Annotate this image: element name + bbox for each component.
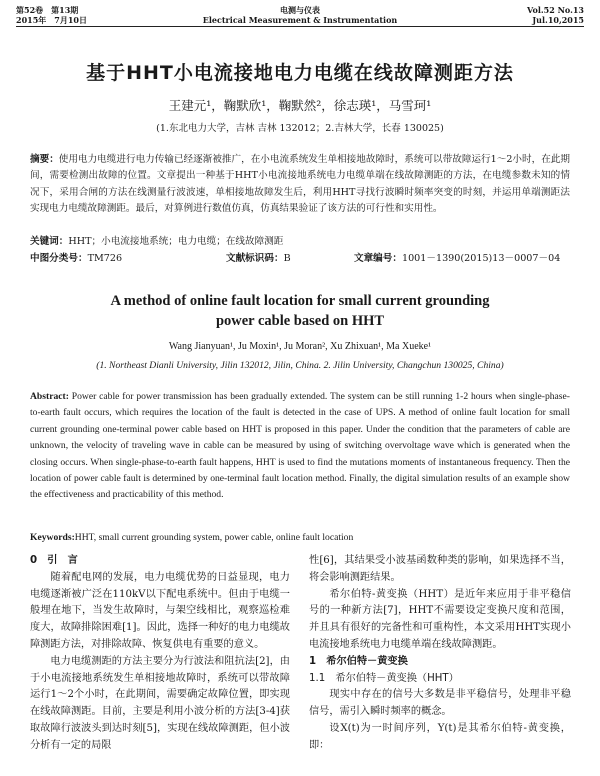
keywords-zh	[30, 234, 570, 250]
keywords-zh-label: 关键词：	[30, 236, 69, 247]
section-heading-intro: 0 引 言	[30, 555, 78, 566]
intro-paragraph-1: 随着配电网的发展，电力电缆优势的日益显现，电力电缆逐渐被广泛在110kV以下配电系统中。但由于电缆一般埋在地下，当发生故障时，与架空线相比，观察巡检难度大，故障排除困难[1]。因此，选择一种好的电力电缆故障测距方法，对排除故障、恢复供电有重要的意义。	[30, 571, 290, 650]
clc-number	[30, 251, 122, 267]
header-date-en: Jul.10,2015	[532, 15, 584, 25]
classification-row	[30, 251, 570, 267]
section-heading-1: 1 希尔伯特－黄变换	[309, 655, 408, 667]
keywords-en-label: Keywords:	[30, 532, 75, 543]
article-value: 1001－1390(2015)13－0007－04	[401, 253, 561, 264]
right-paragraph-3: 现实中存在的信号大多数是非平稳信号，处理非平稳信号，需引入瞬时频率的概念。	[309, 689, 571, 718]
keywords-en	[30, 530, 570, 546]
doc-code	[226, 251, 291, 267]
clc-value: TM726	[87, 253, 123, 264]
right-paragraph-2: 希尔伯特-黄变换（HHT）是近年来应用于非平稳信号的一种新方法[7]，HHT不需要设定变换尺度和范围，并且具有很好的完备性和可重构性，本文采用HHT实现小电流接地系统电力电缆单端在线故障测距。	[309, 588, 571, 650]
header-journal	[16, 5, 584, 25]
journal-name-en: Electrical Measurement & Instrumentation	[202, 15, 398, 25]
paper-title-zh: 基于HHT小电流接地电力电缆在线故障测距方法	[86, 62, 514, 84]
article-number	[354, 251, 560, 267]
doc-label: 文献标识码：	[226, 253, 284, 264]
abstract-zh-label: 摘要：	[30, 154, 59, 165]
right-paragraph-1: 性[6]，其结果受小波基函数种类的影响，如果选择不当，将会影响测距结果。	[309, 555, 571, 583]
keywords-zh-text: HHT；小电流接地系统；电力电缆；在线故障测距	[68, 236, 284, 247]
right-paragraph-4: 设X(t)为一时间序列，Y(t)是其希尔伯特-黄变换，即：	[309, 722, 571, 751]
header-date: 2015年 7月10日	[16, 15, 87, 25]
journal-name-zh: 电测与仪表	[280, 5, 320, 15]
keywords-en-text: HHT, small current grounding system, power cable, online fault location	[74, 532, 354, 543]
abstract-zh-text: 使用电力电缆进行电力传输已经逐渐被推广，在小电流系统发生单相接地故障时，系统可以带故障运行1～2小时，在此期间，需要检测出故障的位置。文章提出一种基于HHT小电流接地系统电力电缆单端在线故障测距的方法，在电缆参数未知的情况下，采用合闸的方法在线测量行波波速，单相接地故障发生后，利用HHT寻找行波瞬时频率突变的时刻，并运用单端测距法实现电力电缆故障测距。最后，对算例进行数值仿真，仿真结果验证了该方法的可行性和实用性。	[30, 154, 570, 215]
title-en-line1: A method of online fault location for small current grounding	[110, 293, 490, 309]
running-header	[16, 4, 584, 27]
body-column-right	[309, 553, 571, 755]
abstract-en-label: Abstract:	[30, 391, 69, 402]
intro-paragraph-2: 电力电缆测距的方法主要分为行波法和阻抗法[2]，由于小电流接地系统发生单相接地故障时，系统可以带故障运行1～2个小时，在此期间，需要确定故障位置，即实现在线故障测距。目前，主要是利用小波分析的方法[3-4]获取故障行波波头到达时刻[5]，实现在线故障测距，但小波分析有一定的局限	[30, 655, 290, 751]
affiliation-zh: (1.东北电力大学，吉林 吉林 132012；2.吉林大学，长春 130025)	[156, 123, 444, 134]
clc-label: 中图分类号：	[30, 253, 88, 264]
title-en-line2: power cable based on HHT	[215, 313, 385, 329]
abstract-en	[30, 389, 570, 504]
header-vol-no: Vol.52 No.13	[527, 5, 584, 15]
doc-value: B	[283, 253, 291, 264]
body-column-left	[30, 553, 290, 755]
abstract-zh	[30, 152, 570, 218]
affiliation-en: (1. Northeast Dianli University, Jilin 132012, Jilin, China. 2. Jilin University, Changchun 130025, China)	[96, 360, 504, 371]
header-volume-en	[527, 5, 584, 25]
article-label: 文章编号：	[354, 253, 402, 264]
header-volume-issue: 第52卷 第13期	[16, 5, 79, 15]
subsection-heading-1-1: 1.1 希尔伯特－黄变换（HHT）	[309, 672, 459, 684]
authors-zh: 王建元¹，鞠默欣¹，鞠默然²，徐志瑛¹，马雪珂¹	[168, 98, 432, 113]
authors-en: Wang Jianyuan¹, Ju Moxin¹, Ju Moran², Xu Zhixuan¹, Ma Xueke¹	[168, 341, 432, 352]
paper-title-en	[0, 291, 600, 331]
abstract-en-text: Power cable for power transmission has been gradually extended. The system can be still running 1-2 hours when single-phase-to-earth fault occurs, which requires the location of the fault is detected in the case of UPS. A method of online fault location for small current grounding one-terminal power cable based on HHT is proposed in this paper. Under the condition that the parameters of cable are unknown, the velocity of traveling wave in cable can be measured by using of switching overvoltage wave which is generated when the closing occurs. When single-phase-to-earth fault happens, HHT is used to find the mutations moments of instantaneous frequency. Then the location of power cable fault is determined by one-terminal fault location method. Finally, the digital simulation results of an example show the effectiveness and practicability of this method.	[30, 391, 570, 501]
